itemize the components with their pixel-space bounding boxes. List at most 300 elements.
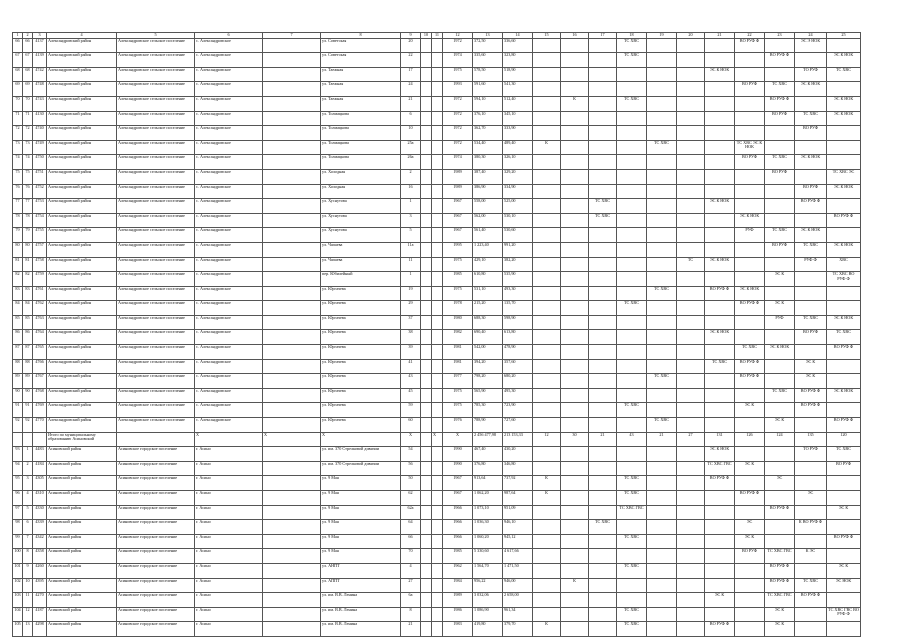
table-cell: 4753 [33, 199, 47, 214]
table-cell: ул. Советская [321, 38, 401, 53]
table-cell [705, 228, 735, 243]
table-row [13, 155, 861, 170]
table-cell: Александровский район [47, 301, 117, 316]
table-cell: 84 [23, 301, 33, 316]
table-cell [677, 111, 705, 126]
table-cell: ВО РУФ [827, 461, 861, 476]
table-cell [705, 126, 735, 141]
table-cell [561, 111, 589, 126]
table-cell [765, 140, 795, 155]
table-cell [647, 563, 677, 578]
table-cell [705, 549, 735, 564]
table-row [13, 505, 861, 520]
table-row [13, 82, 861, 97]
table-row [13, 359, 861, 374]
table-cell: с. Александровское [195, 53, 263, 68]
table-cell [589, 359, 617, 374]
table-cell [677, 315, 705, 330]
table-cell: 4768 [33, 388, 47, 403]
table-cell: 493,30 [503, 286, 533, 301]
table-row [13, 315, 861, 330]
table-cell [589, 169, 617, 184]
table-cell [432, 242, 443, 257]
table-cell: 558,00 [473, 199, 503, 214]
table-cell [432, 96, 443, 111]
table-cell: 27 [677, 432, 705, 447]
table-cell: ВО РУФ Ф [735, 491, 765, 506]
table-cell: ул. Юргачева [321, 286, 401, 301]
table-cell [647, 213, 677, 228]
column-number-cell: 18 [617, 33, 647, 39]
table-cell: 4766 [33, 359, 47, 374]
table-cell: Александровское сельское поселение [117, 96, 195, 111]
table-cell [432, 578, 443, 593]
table-cell: 1975 [443, 388, 473, 403]
column-number-cell: 25 [827, 33, 861, 39]
table-cell: 357,60 [503, 359, 533, 374]
table-cell: 1 564,70 [473, 563, 503, 578]
table-cell: 104 [13, 607, 23, 622]
table-row [13, 578, 861, 593]
table-cell [263, 607, 321, 622]
table-cell: ул. 9 Мая [321, 549, 401, 564]
table-row [13, 96, 861, 111]
table-cell: 95 [13, 476, 23, 491]
table-cell: 66 [401, 534, 421, 549]
table-cell: 4750 [33, 155, 47, 170]
table-cell: 3 [23, 476, 33, 491]
table-cell [561, 82, 589, 97]
table-cell: ул. им. 370 Стрелковой дивизии [321, 447, 401, 462]
table-cell [617, 82, 647, 97]
table-cell: 4761 [33, 286, 47, 301]
table-cell: 4759 [33, 272, 47, 287]
table-cell: Александровское сельское поселение [117, 213, 195, 228]
table-cell [421, 491, 432, 506]
column-number-cell: 3 [33, 33, 47, 39]
table-cell: с. Александровское [195, 242, 263, 257]
table-cell [533, 213, 561, 228]
table-cell: с. Александровское [195, 228, 263, 243]
table-cell [617, 155, 647, 170]
table-cell: 4749 [33, 140, 47, 155]
table-cell: ЭС К НОК [827, 242, 861, 257]
table-cell: ВО РУФ Ф [735, 38, 765, 53]
table-cell: 1 073,10 [473, 505, 503, 520]
table-cell [705, 520, 735, 535]
table-cell [421, 607, 432, 622]
table-cell [735, 257, 765, 272]
table-cell: с. Александровское [195, 140, 263, 155]
table-cell: ул. им. В.В. Ленина [321, 593, 401, 608]
table-cell: Асиновский район [47, 461, 117, 476]
table-cell: 951,09 [503, 505, 533, 520]
table-cell: 25а [401, 140, 421, 155]
table-cell: 562,00 [473, 213, 503, 228]
table-cell: ЭС К НОК [705, 257, 735, 272]
table-cell: 1972 [443, 96, 473, 111]
table-cell [617, 228, 647, 243]
table-cell: Александровский район [47, 315, 117, 330]
table-cell [421, 286, 432, 301]
table-cell: 561,40 [473, 228, 503, 243]
table-cell [421, 199, 432, 214]
table-cell: ул. Хуснутова [321, 213, 401, 228]
table-cell [263, 622, 321, 637]
table-row [13, 301, 861, 316]
column-number-cell: 1 [13, 33, 23, 39]
table-cell [735, 593, 765, 608]
table-cell [765, 534, 795, 549]
column-number-cell: 7 [263, 33, 321, 39]
table-cell [827, 38, 861, 53]
table-cell [617, 257, 647, 272]
table-cell: 598,90 [503, 315, 533, 330]
table-cell: 541,30 [503, 82, 533, 97]
table-cell: Александровское сельское поселение [117, 315, 195, 330]
table-cell [432, 126, 443, 141]
table-cell [705, 345, 735, 360]
table-cell: К ЭС [795, 549, 827, 564]
table-cell [263, 461, 321, 476]
table-cell [533, 388, 561, 403]
table-cell [533, 242, 561, 257]
table-cell: с. Александровское [195, 301, 263, 316]
table-cell [421, 447, 432, 462]
table-cell: 1975 [443, 286, 473, 301]
table-cell: ТС ХВС [589, 520, 617, 535]
table-cell [705, 578, 735, 593]
table-cell: 69 [23, 82, 33, 97]
table-cell [705, 403, 735, 418]
table-cell [589, 257, 617, 272]
table-cell [677, 359, 705, 374]
table-cell: 72 [23, 126, 33, 141]
table-row [13, 330, 861, 345]
table-cell: с. Александровское [195, 199, 263, 214]
table-cell [765, 520, 795, 535]
table-cell [617, 520, 647, 535]
table-cell: 43 [401, 374, 421, 389]
table-cell [795, 272, 827, 287]
table-cell: ул. Юргачева [321, 388, 401, 403]
table-cell: Асиновское городское поселение [117, 563, 195, 578]
table-cell [589, 534, 617, 549]
table-cell [23, 432, 33, 447]
table-cell: 1990 [443, 447, 473, 462]
table-cell: 2 658,00 [503, 593, 533, 608]
table-cell: 4 617,66 [503, 549, 533, 564]
table-cell: ТС ХВС [617, 96, 647, 111]
table-cell: Александровское сельское поселение [117, 242, 195, 257]
table-cell: 4 [23, 491, 33, 506]
table-cell: 723,90 [503, 403, 533, 418]
table-cell [617, 111, 647, 126]
table-cell [735, 126, 765, 141]
table-cell: ВО РУФ Ф [795, 403, 827, 418]
table-cell: ВО РУФ [765, 242, 795, 257]
table-cell: 1967 [443, 476, 473, 491]
table-cell: 98 [13, 520, 23, 535]
table-cell: 387,40 [473, 169, 503, 184]
table-row [13, 199, 861, 214]
table-cell [677, 53, 705, 68]
table-cell: 376,10 [473, 111, 503, 126]
table-cell [735, 476, 765, 491]
table-cell [589, 330, 617, 345]
table-cell: 1984 [443, 578, 473, 593]
table-cell [677, 169, 705, 184]
table-cell [795, 505, 827, 520]
table-cell: с. Александровское [195, 257, 263, 272]
table-cell [589, 228, 617, 243]
table-cell: Асиновский район [47, 578, 117, 593]
table-cell: 4310 [33, 491, 47, 506]
table-cell [432, 228, 443, 243]
table-cell [263, 184, 321, 199]
table-cell: 419,80 [473, 622, 503, 637]
table-cell [263, 155, 321, 170]
column-number-cell: 12 [443, 33, 473, 39]
table-cell [795, 301, 827, 316]
table-cell [677, 520, 705, 535]
table-cell: 17 [401, 67, 421, 82]
table-cell [432, 67, 443, 82]
table-cell: 326,10 [503, 155, 533, 170]
table-cell: г. Асино [195, 461, 263, 476]
table-cell [421, 593, 432, 608]
table-cell: ТС ХВС [647, 374, 677, 389]
table-cell [589, 418, 617, 433]
table-cell: Александровское сельское поселение [117, 228, 195, 243]
table-cell [647, 593, 677, 608]
table-cell [561, 242, 589, 257]
table-cell: 1966 [443, 505, 473, 520]
table-cell: с. Александровское [195, 315, 263, 330]
table-cell: 591,60 [473, 82, 503, 97]
table-cell [617, 199, 647, 214]
table-cell [589, 491, 617, 506]
table-cell: 3 032,06 [473, 593, 503, 608]
table-row [13, 563, 861, 578]
table-cell [263, 301, 321, 316]
table-cell: 1981 [443, 359, 473, 374]
table-cell: 4755 [33, 228, 47, 243]
table-cell [677, 461, 705, 476]
table-cell [263, 199, 321, 214]
table-cell: 26а [401, 155, 421, 170]
table-cell: ЭС К НОК [735, 286, 765, 301]
table-cell: 82 [23, 272, 33, 287]
table-cell [677, 213, 705, 228]
table-cell [677, 67, 705, 82]
table-cell: 2 [23, 461, 33, 476]
table-cell: ТС ХВС [705, 359, 735, 374]
table-cell: ВО РУФ [795, 330, 827, 345]
table-cell: ТС ХВС [827, 67, 861, 82]
table-cell: ул. АНПТ [321, 563, 401, 578]
table-cell [263, 593, 321, 608]
table-cell: ЭС К [705, 593, 735, 608]
table-cell: с. Александровское [195, 126, 263, 141]
table-cell: 54 [401, 447, 421, 462]
table-cell: ул. Чапаева [321, 242, 401, 257]
table-cell [827, 549, 861, 564]
table-cell [561, 199, 589, 214]
table-cell: ЭС К НОК [735, 213, 765, 228]
table-cell: ул. 9 Мая [321, 505, 401, 520]
table-cell [677, 96, 705, 111]
table-cell [421, 169, 432, 184]
table-cell: 1978 [443, 301, 473, 316]
table-cell: РУФ [735, 228, 765, 243]
table-cell: 2 456 477,98 [473, 432, 503, 447]
table-cell: г. Асино [195, 447, 263, 462]
table-row [13, 491, 861, 506]
table-cell: Асиновское городское поселение [117, 593, 195, 608]
table-cell: ул. Юргачева [321, 403, 401, 418]
table-cell [263, 169, 321, 184]
table-cell: 1975 [443, 257, 473, 272]
table-cell [735, 272, 765, 287]
table-cell: ул. им. В.В. Ленина [321, 607, 401, 622]
table-cell [827, 593, 861, 608]
table-cell [421, 432, 432, 447]
table-cell [589, 140, 617, 155]
table-cell: Александровский район [47, 359, 117, 374]
table-cell: 4 [401, 563, 421, 578]
table-cell: 1974 [443, 53, 473, 68]
table-cell [705, 184, 735, 199]
table-cell: 333,90 [503, 126, 533, 141]
table-row [13, 520, 861, 535]
table-cell: 1989 [443, 169, 473, 184]
table-cell: ВО РУФ [795, 126, 827, 141]
table-cell [263, 242, 321, 257]
table-cell: ул. 9 Мая [321, 476, 401, 491]
table-cell [432, 403, 443, 418]
table-cell: 386,90 [473, 184, 503, 199]
table-cell: ул. Толмацкова [321, 111, 401, 126]
table-cell: 6 [401, 111, 421, 126]
table-cell: ВО РУФ [795, 184, 827, 199]
table-cell [735, 184, 765, 199]
table-cell [589, 403, 617, 418]
table-cell [705, 301, 735, 316]
table-cell [533, 169, 561, 184]
table-cell [617, 67, 647, 82]
table-cell: 4298 [33, 622, 47, 637]
table-cell [561, 622, 589, 637]
table-cell [617, 140, 647, 155]
table-cell: 788,90 [473, 418, 503, 433]
table-cell: ТС ХВС [647, 140, 677, 155]
table-cell: 71 [13, 111, 23, 126]
table-cell: 1989 [443, 184, 473, 199]
table-cell [432, 169, 443, 184]
table-cell [533, 359, 561, 374]
table-cell [589, 96, 617, 111]
table-cell [735, 607, 765, 622]
table-cell [705, 242, 735, 257]
table-cell: 41 [401, 359, 421, 374]
table-cell [263, 359, 321, 374]
table-cell [421, 578, 432, 593]
table-cell: 594,10 [473, 96, 503, 111]
column-number-cell: 11 [432, 33, 443, 39]
table-cell: ул. Юргачева [321, 315, 401, 330]
table-cell [421, 140, 432, 155]
table-cell: Асиновское городское поселение [117, 491, 195, 506]
table-cell [432, 199, 443, 214]
table-cell [432, 38, 443, 53]
table-cell: 1 [401, 272, 421, 287]
table-cell [617, 578, 647, 593]
table-cell: 1967 [443, 491, 473, 506]
table-cell: Александровский район [47, 286, 117, 301]
table-cell: 987,64 [503, 491, 533, 506]
table-cell [705, 607, 735, 622]
table-cell [421, 228, 432, 243]
table-cell [677, 622, 705, 637]
table-cell [533, 607, 561, 622]
column-number-cell: 15 [533, 33, 561, 39]
table-cell: 89 [23, 374, 33, 389]
table-cell: ЭС [735, 520, 765, 535]
table-cell: 329,20 [503, 169, 533, 184]
table-cell [421, 53, 432, 68]
table-cell: 101 [13, 563, 23, 578]
table-cell: 135 [795, 432, 827, 447]
table-cell [263, 418, 321, 433]
table-cell [705, 491, 735, 506]
table-cell: 946,10 [503, 520, 533, 535]
table-cell [589, 607, 617, 622]
table-cell: 4770 [33, 418, 47, 433]
table-cell: ЭС К НОК [827, 96, 861, 111]
table-cell [263, 534, 321, 549]
table-cell: 4395 [33, 578, 47, 593]
table-cell: 379,70 [503, 622, 533, 637]
table-cell [421, 622, 432, 637]
table-cell [561, 476, 589, 491]
table-cell [533, 111, 561, 126]
table-cell: ЭС К НОК [827, 111, 861, 126]
table-cell [533, 418, 561, 433]
table-cell [765, 126, 795, 141]
table-cell: Александровский район [47, 272, 117, 287]
table-cell: К ВО РУФ Ф [795, 520, 827, 535]
table-cell: 6 [23, 520, 33, 535]
table-cell: 1972 [443, 38, 473, 53]
column-number-cell: 17 [589, 33, 617, 39]
table-cell: Х [263, 432, 321, 447]
table-cell [421, 126, 432, 141]
table-cell [735, 111, 765, 126]
table-cell [795, 534, 827, 549]
table-cell: 131 [705, 432, 735, 447]
table-cell [647, 388, 677, 403]
table-cell [705, 505, 735, 520]
table-cell: с. Александровское [195, 272, 263, 287]
table-cell: 1 086,90 [473, 607, 503, 622]
table-cell: 5 [401, 228, 421, 243]
table-cell: ул. Холодная [321, 169, 401, 184]
table-cell: 4764 [33, 330, 47, 345]
table-cell [647, 199, 677, 214]
table-cell: 21 [401, 96, 421, 111]
table-cell: 1 062,20 [473, 491, 503, 506]
